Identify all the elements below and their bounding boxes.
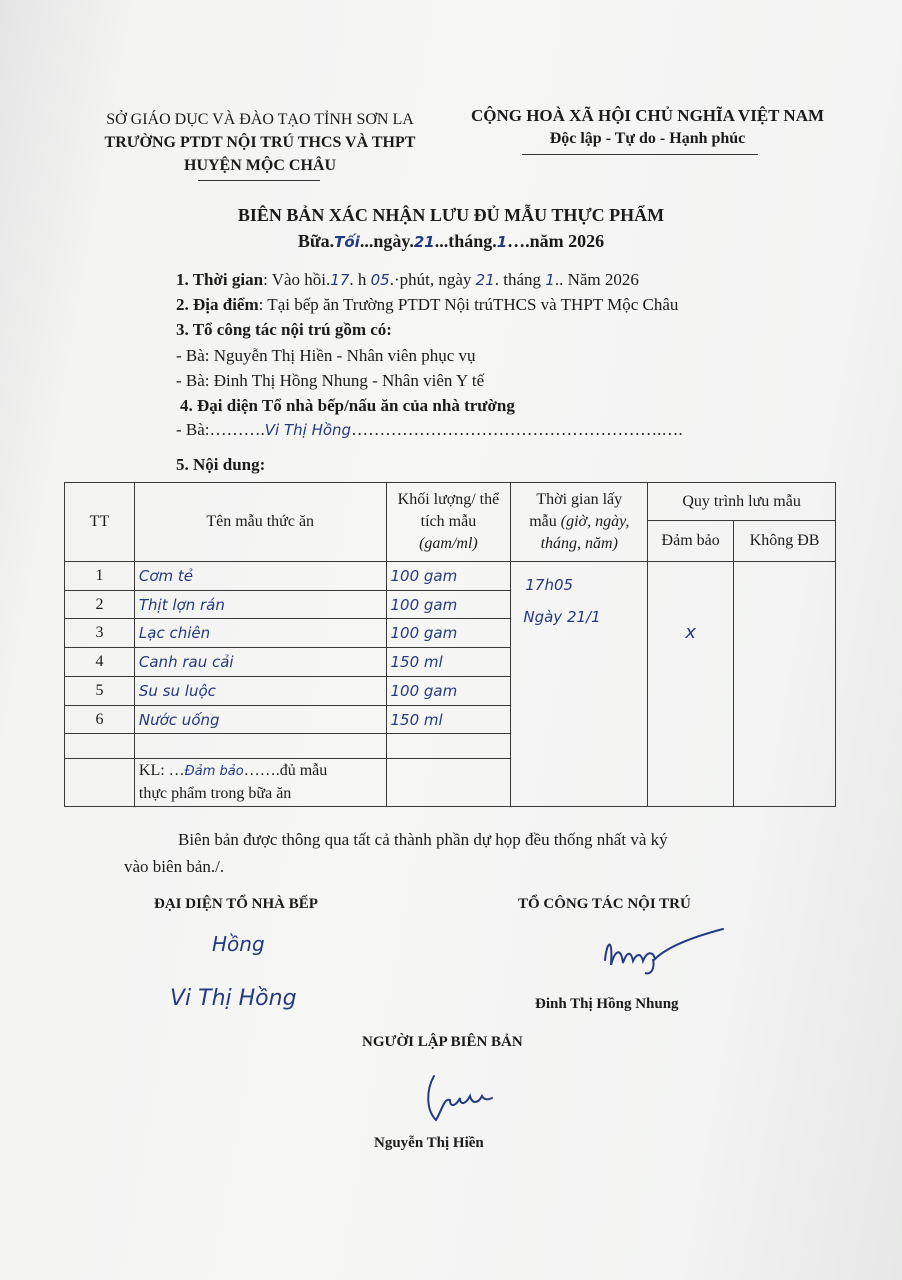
table-row: 5 Su su luộc 100 gam xyxy=(65,677,836,706)
table-row: 1 Cơm tẻ 100 gam 17h05 Ngày 21/1 x xyxy=(65,562,836,591)
author-signature-mark xyxy=(420,1070,500,1130)
org-line-1: SỞ GIÁO DỤC VÀ ĐÀO TẠO TỈNH SƠN LA xyxy=(106,111,414,128)
food-weight: 150 ml xyxy=(386,648,511,677)
time-month: 1 xyxy=(545,271,555,289)
team-member-1: - Bà: Nguyễn Thị Hiền - Nhân viên phục vụ xyxy=(176,346,476,365)
section-kitchen: 4. Đại diện Tổ nhà bếp/nấu ăn của nhà trường xyxy=(180,396,515,415)
food-name: Nước uống xyxy=(134,706,386,734)
sample-date: Ngày 21/1 xyxy=(523,608,601,626)
table-row: 4 Canh rau cải 150 ml xyxy=(65,648,836,677)
boarding-signature-title: TỔ CÔNG TÁC NỘI TRÚ xyxy=(518,896,691,912)
food-name: Cơm tẻ xyxy=(134,562,386,591)
closing-line-1: Biên bản được thông qua tất cả thành phần dự họp đều thống nhất và ký xyxy=(178,830,668,849)
boarding-signature-mark xyxy=(595,925,730,980)
document-title xyxy=(0,202,902,255)
section-team: 3. Tổ công tác nội trú gồm có: xyxy=(176,320,392,339)
team-member-2: - Bà: Đinh Thị Hồng Nhung - Nhân viên Y tế xyxy=(176,371,485,390)
section-place: 2. Địa điểm: Tại bếp ăn Trường PTDT Nội trúTHCS và THPT Mộc Châu xyxy=(176,295,679,314)
header-tt: TT xyxy=(65,483,135,562)
kitchen-signature-title: ĐẠI DIỆN TỔ NHÀ BẾP xyxy=(154,896,318,912)
conclusion-value: Đảm bảo xyxy=(184,764,244,779)
food-weight: 100 gam xyxy=(386,677,511,706)
kitchen-signer-name: Vi Thị Hồng xyxy=(170,986,297,1011)
meal-value: Tối xyxy=(334,233,360,251)
title-main: BIÊN BẢN XÁC NHẬN LƯU ĐỦ MẪU THỰC PHẨM xyxy=(237,205,665,225)
food-name: Canh rau cải xyxy=(134,648,386,677)
author-signer-name: Nguyễn Thị Hiền xyxy=(374,1135,484,1151)
header-weight: Khối lượng/ thể tích mẫu (gam/ml) xyxy=(386,483,511,562)
table-row: 2 Thịt lợn rán 100 gam xyxy=(65,591,836,619)
food-weight: 100 gam xyxy=(386,562,511,591)
section-time: 1. Thời gian: Vào hồi.17. h 05.·phút, ngày 21. tháng 1.. Năm 2026 xyxy=(176,270,639,289)
time-minute: 05 xyxy=(370,271,390,289)
table-row: 6 Nước uống 150 ml xyxy=(65,706,836,734)
food-weight: 100 gam xyxy=(386,619,511,648)
header-not-ok: Không ĐB xyxy=(734,521,836,562)
table-header-row xyxy=(65,483,836,521)
food-name: Lạc chiên xyxy=(134,619,386,648)
header-name: Tên mẫu thức ăn xyxy=(134,483,386,562)
food-name: Thịt lợn rán xyxy=(134,591,386,619)
table-row: 3 Lạc chiên 100 gam xyxy=(65,619,836,648)
author-signature-title: NGƯỜI LẬP BIÊN BẢN xyxy=(362,1034,523,1050)
food-name: Su su luộc xyxy=(134,677,386,706)
nation-header xyxy=(455,104,840,150)
time-hour: 17 xyxy=(330,271,350,289)
motto-underline xyxy=(522,154,758,155)
sample-time: 17h05 xyxy=(525,576,574,594)
org-line-2: TRƯỜNG PTDT NỘI TRÚ THCS VÀ THPT xyxy=(104,134,416,151)
org-line-3: HUYỆN MỘC CHÂU xyxy=(184,157,336,174)
food-sample-table xyxy=(64,482,836,807)
sample-time-cell xyxy=(511,562,648,807)
time-day: 21 xyxy=(475,271,495,289)
food-weight: 100 gam xyxy=(386,591,511,619)
boarding-signer-name: Đinh Thị Hồng Nhung xyxy=(535,996,679,1012)
header-process: Quy trình lưu mẫu xyxy=(648,483,836,521)
conclusion-cell: KL: …Đảm bảo…….đủ mẫu thực phẩm trong bữa ăn xyxy=(134,759,386,807)
food-weight: 150 ml xyxy=(386,706,511,734)
closing-line-2: vào biên bản./. xyxy=(124,857,225,876)
kitchen-signature: Hồng xyxy=(212,932,265,956)
header-sample-time: Thời gian lấy mẫu (giờ, ngày, tháng, năm) xyxy=(511,483,648,562)
nation-line-2: Độc lập - Tự do - Hạnh phúc xyxy=(549,130,746,147)
month-value: 1 xyxy=(496,233,508,251)
organization-header xyxy=(60,108,460,177)
ok-cell xyxy=(648,562,734,807)
title-meal-line: Bữa.Tối...ngày.21...tháng.1….năm 2026 xyxy=(297,231,605,251)
day-value: 21 xyxy=(413,233,435,251)
org-underline xyxy=(198,180,320,181)
kitchen-rep-name: Vi Thị Hồng xyxy=(264,421,352,439)
kitchen-representative: - Bà:……….Vi Thị Hồng……………………………………………….…. xyxy=(176,420,683,439)
section-content: 5. Nội dung: xyxy=(176,455,266,474)
ok-mark: x xyxy=(685,622,696,643)
header-ok: Đảm bảo xyxy=(648,521,734,562)
not-ok-cell xyxy=(734,562,836,807)
nation-line-1: CỘNG HOÀ XÃ HỘI CHỦ NGHĨA VIỆT NAM xyxy=(470,106,825,125)
